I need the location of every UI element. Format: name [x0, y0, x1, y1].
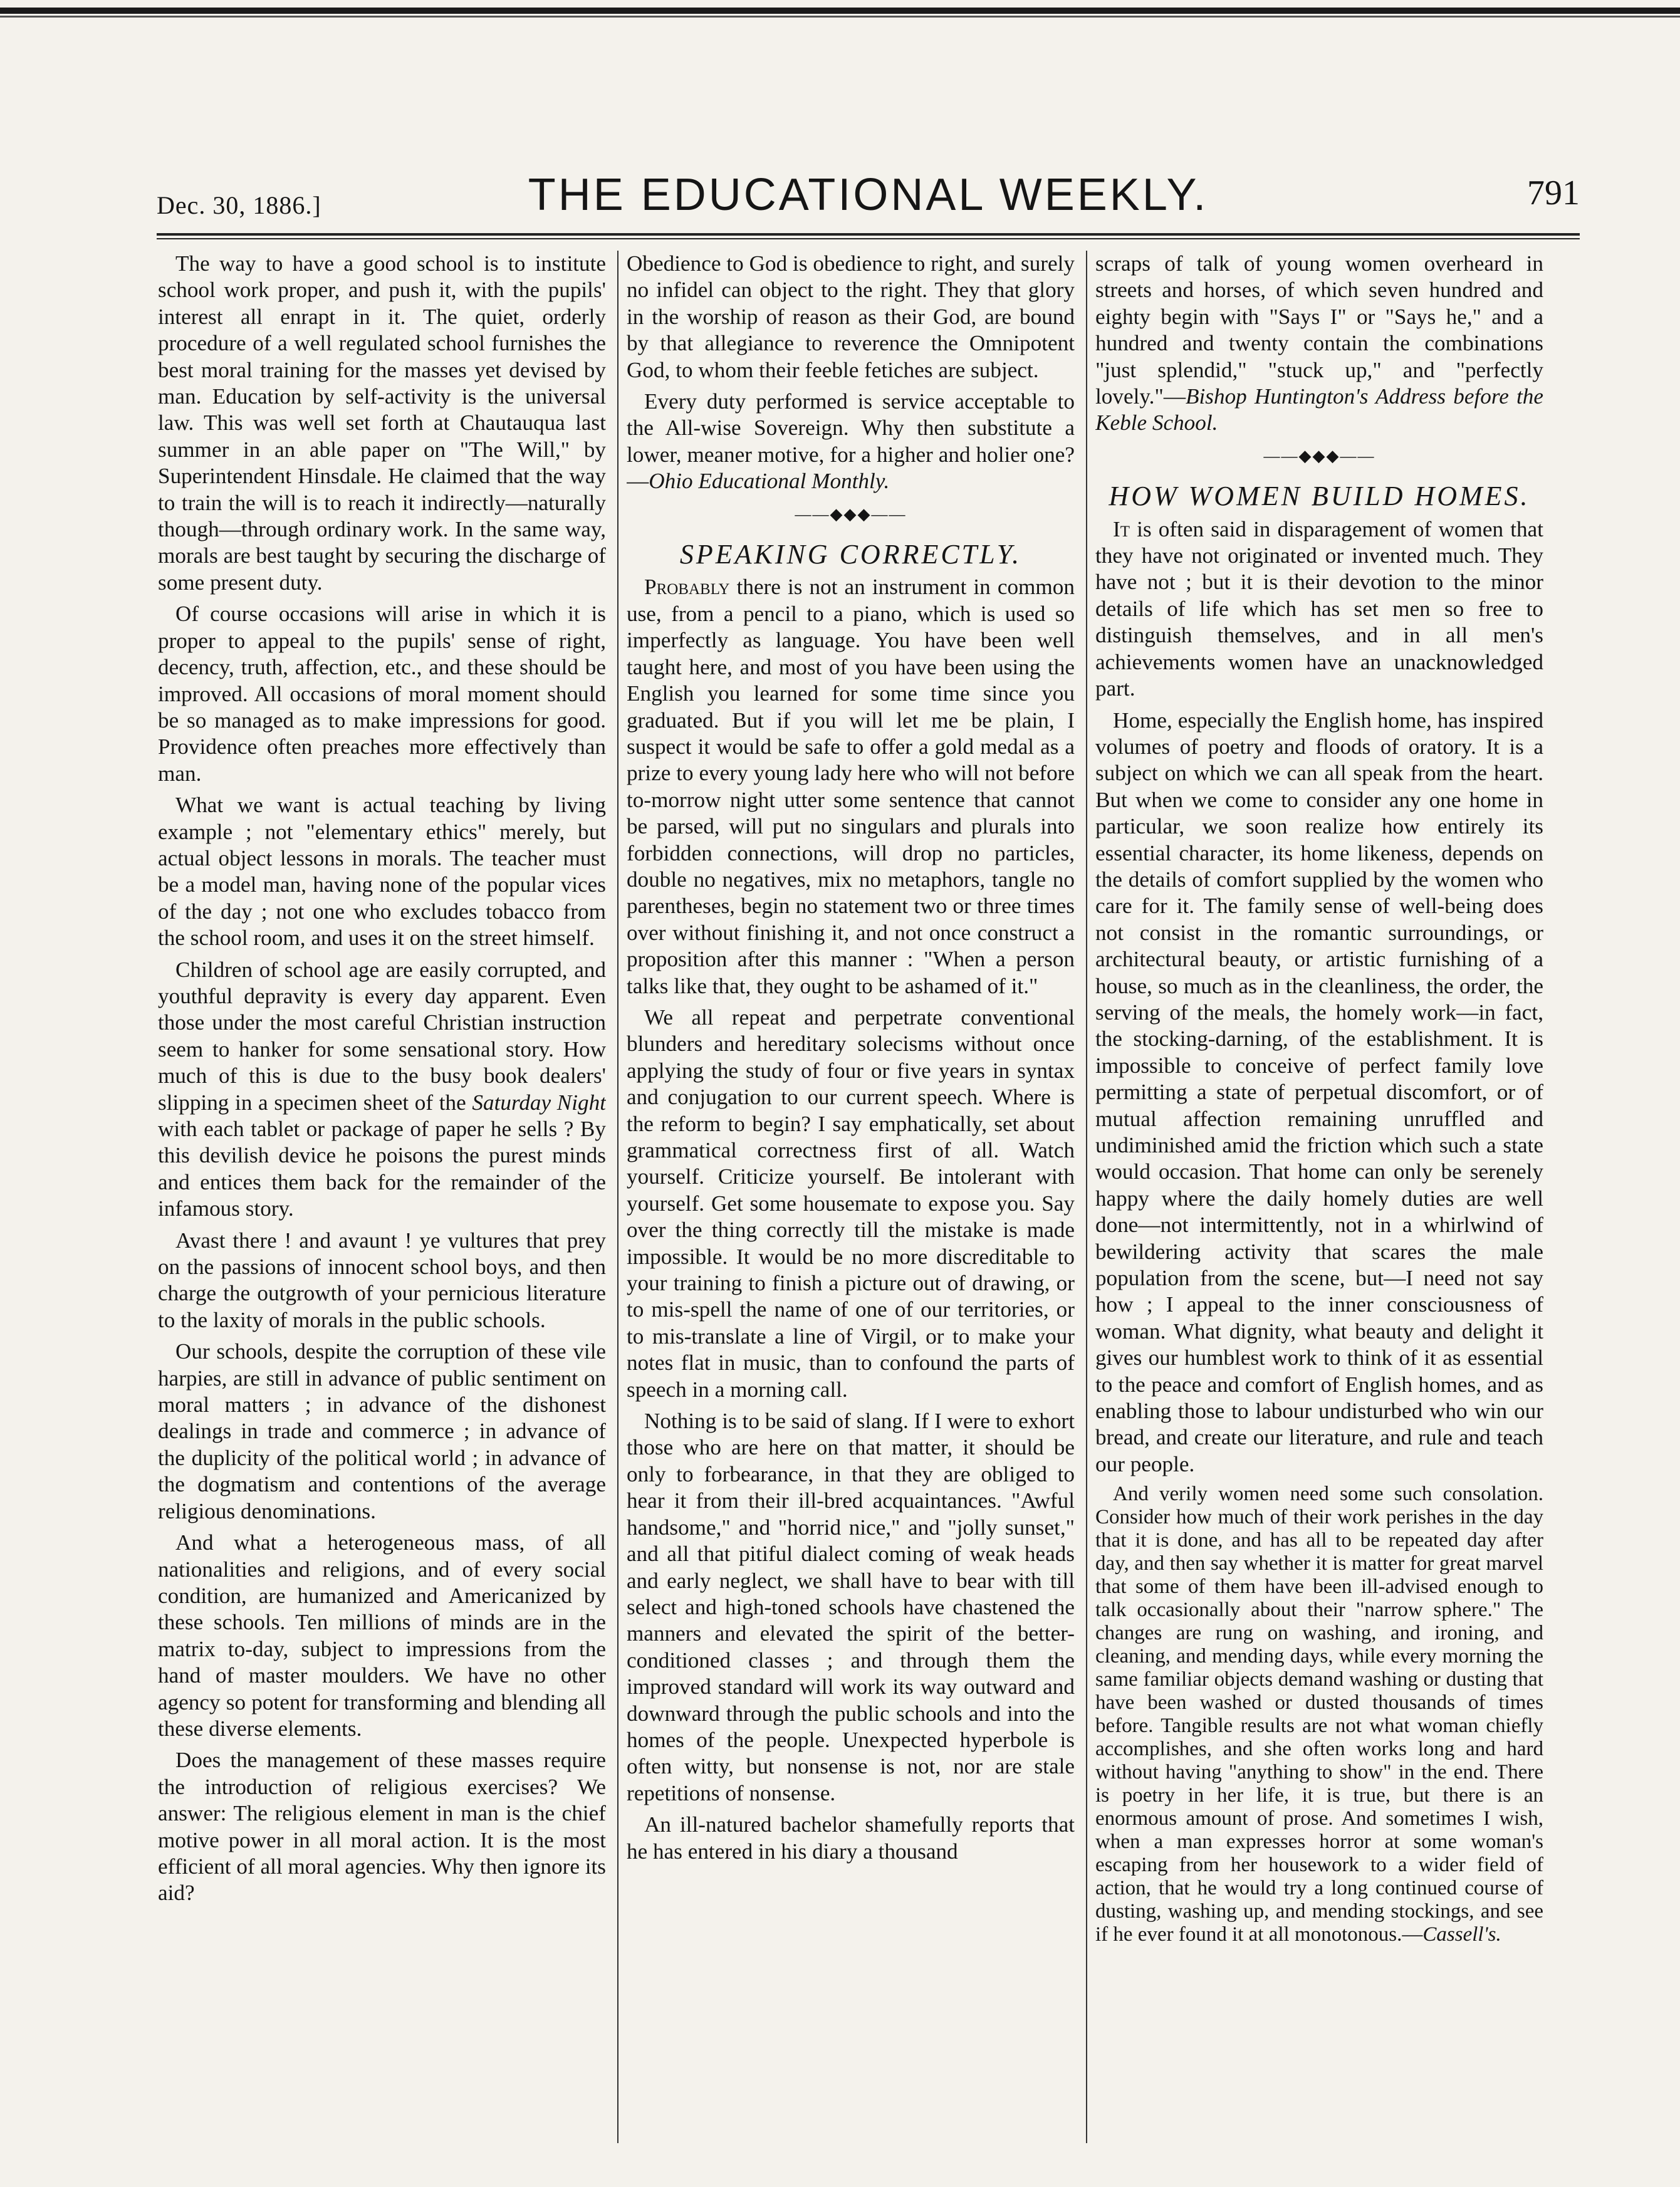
column-3	[1095, 251, 1543, 2149]
paragraph: And what a heterogeneous mass, of all nationalities and religions, and of every social condition, are humanized and Americanized by these schools. Ten millions of minds are in the matrix to-day, subject to impressions from the hand of master moulders. We have no other agency so potent for transforming and blending all these diverse elements.	[158, 1530, 606, 1741]
column-divider-2	[1086, 251, 1087, 2143]
header-rule	[157, 233, 1580, 239]
source-citation: Bishop Huntington's Address before the Keble School.	[1095, 384, 1543, 436]
paragraph: Does the management of these masses require the introduction of religious exercises? We answer: The religious element in man is the chief motive power in all moral action. It is the most efficient of all moral agencies. Why then ignore its aid?	[158, 1748, 606, 1906]
paragraph: An ill-natured bachelor shamefully reports that he has entered in his diary a thousand	[627, 1812, 1075, 1864]
lead-word: It	[1113, 516, 1130, 541]
text-run: scraps of talk of young women overheard in streets and horses, of which seven hundred and eighty begin with "Says I" or "Says he," and a hundred and twenty contain the combinations "just splendid," "stuck up," and "perfectly lovely."—	[1095, 251, 1543, 409]
source-citation: Cassell's.	[1422, 1923, 1501, 1946]
text-run: with each tablet or package of paper he sells ? By this devilish device he poisons the purest minds and entices them back for the remainder of the infamous story.	[158, 1117, 606, 1221]
paragraph	[1095, 516, 1543, 702]
text-run: Every duty performed is service acceptable to the All-wise Sovereign. Why then substitute a lower, meaner motive, for a higher and holier one?—	[627, 389, 1075, 494]
page-number: 791	[1527, 174, 1580, 212]
paragraph	[627, 574, 1075, 1000]
paragraph: Our schools, despite the corruption of these vile harpies, are still in advance of public sentiment on moral matters ; in advance of the dishonest dealings in trade and commerce ; in advance of the duplicity of the political world ; in advance of the dogmatism and contentions of the average religious denominations.	[158, 1339, 606, 1523]
paragraph	[158, 957, 606, 1223]
publication-title: THE EDUCATIONAL WEEKLY.	[528, 170, 1209, 220]
text-run: And verily women need some such consolation. Consider how much of their work perishes in the day that it is done, and has all to be repeated day after day, and then say whether it is matter for great marvel that some of them have been ill-advised enough to talk occasionally about their "narrow sphere." The changes are rung on washing, and ironing, and cleaning, and mending days, while every morning the same familiar objects demand washing or dusting that have been washed or dusted thousands of times before. Tangible results are not what woman chiefly accomplishes, and she often works long and hard without having "anything to show" in the end. There is poetry in her life, it is true, but there is an enormous amount of prose. And sometimes I wish, when a man expresses horror at some woman's escaping from her housework to a wider field of action, that he would try a long continued course of dusting, washing up, and mending stockings, and see if he ever found it at all monotonous.—	[1095, 1483, 1543, 1946]
italic-title: Saturday Night	[472, 1090, 606, 1115]
article-heading: SPEAKING CORRECTLY.	[679, 539, 1022, 570]
source-citation: Ohio Educational Monthly.	[649, 469, 890, 494]
column-2	[627, 251, 1075, 2149]
paragraph	[1095, 251, 1543, 437]
page-header	[157, 169, 1580, 219]
paragraph: What we want is actual teaching by living example ; not "elementary ethics" merely, but actual object lessons in morals. The teacher must be a model man, having none of the popular vices of the day ; not one who excludes tobacco from the school room, and uses it on the street himself.	[158, 793, 606, 951]
text-run: is often said in disparagement of women that they have not originated or invented much. They have not ; but it is their devotion to the minor details of life which has set men so free to distinguish themselves, and in all men's achievements women have an unacknowledged part.	[1095, 516, 1543, 701]
paragraph: Avast there ! and avaunt ! ye vultures that prey on the passions of innocent school boys, and then charge the outgrowth of your pernicious literature to the laxity of morals in the public schools.	[158, 1228, 606, 1332]
paragraph: Of course occasions will arise in which it is proper to appeal to the pupils' sense of right, decency, truth, affection, etc., and these should be improved. All occasions of moral moment should be so managed as to make impressions for good. Providence often preaches more effectively than man.	[158, 602, 606, 786]
paragraph: Obedience to God is obedience to right, and surely no infidel can object to the right. They that glory in the worship of reason as their God, are bound by that allegiance to reverence the Omnipotent God, to whom their feeble fetiches are subject.	[627, 251, 1075, 382]
article-heading: HOW WOMEN BUILD HOMES.	[1109, 481, 1530, 512]
section-ornament: ——◆◆◆——	[795, 504, 907, 523]
column-1	[158, 251, 606, 2149]
lead-word: Probably	[644, 575, 730, 600]
column-divider-1	[617, 251, 618, 2143]
top-border-rule	[0, 0, 1680, 25]
paragraph: Home, especially the English home, has inspired volumes of poetry and floods of oratory. It is a subject on which we can all speak from the heart. But when we come to consider any one home in particular, we soon realize how entirely its essential character, its home likeness, depends on the details of comfort supplied by the women who care for it. The family sense of well-being does not consist in the romantic surroundings, or architectural beauty, or artistic furnishing of a house, so much as in the cleanliness, the order, the serving of the meals, the homely work—in fact, the stocking-darning, of the establishment. It is impossible to conceive of perfect family love permitting a state of perpetual discomfort, or of mutual affection remaining unruffled and undiminished amid the friction which such a state would occasion. That home can only be serenely happy where the daily homely duties are well done—not intermittently, not in a whirlwind of bewildering activity that scares the male population from the scene, but—I need not say how ; I appeal to the inner consciousness of woman. What dignity, what beauty and delight it gives our humblest work to think of it as essential to the peace and comfort of English homes, and as enabling those to labour undisturbed who win our bread, and create our literature, and rule and teach our people.	[1095, 707, 1543, 1476]
text-run: Children of school age are easily corrupted, and youthful depravity is every day apparent. Even those under the most careful Christian instruction seem to hanker for some sensational story. How much of this is due to the busy book dealers' slipping in a specimen sheet of the	[158, 957, 606, 1115]
paragraph: We all repeat and perpetrate conventional blunders and hereditary solecisms without once applying the study of four or five years in syntax and conjugation to our current speech. Where is the reform to begin? I say emphatically, set about grammatical correctness first of all. Watch yourself. Criticize yourself. Be intolerant with yourself. Get some housemate to expose you. Say over the thing correctly till the mistake is made impossible. It would be no more discreditable to your training to finish a picture out of drawing, or to mis-spell the name of one of our territories, or to mis-translate a line of Virgil, or to make your notes flat in music, than to confound the parts of speech in a morning call.	[627, 1005, 1075, 1402]
paragraph: Nothing is to be said of slang. If I were to exhort those who are here on that matter, it should be only to forbearance, in that they are obliged to hear it from their ill-bred acquaintances. "Awful handsome," and "horrid nice," and "jolly sunset," and all that pitiful dialect coming of weak heads and early neglect, we shall have to bear with till select and high-toned schools have chastened the manners and elevated the spirit of the better-conditioned classes ; and through them the improved standard will work its way outward and downward through the public schools and into the homes of the people. Unexpected hyperbole is often witty, but nonsense is not, nor are stale repetitions of nonsense.	[627, 1409, 1075, 1805]
paragraph: The way to have a good school is to institute school work proper, and push it, with the pupils' interest all enrapt in it. The quiet, orderly procedure of a well regulated school furnishes the best moral training for the masses yet devised by man. Education by self-activity is the universal law. This was well set forth at Chautauqua last summer in an able paper on "The Will," by Superintendent Hinsdale. He claimed that the way to train the will is to reach it indirectly—naturally though—through ordinary work. In the same way, morals are best taught by securing the discharge of some present duty.	[158, 251, 606, 595]
section-ornament: ——◆◆◆——	[1263, 446, 1375, 465]
paragraph	[1095, 1483, 1543, 1946]
issue-date: Dec. 30, 1886.]	[157, 191, 321, 219]
paragraph	[627, 389, 1075, 495]
text-run: there is not an instrument in common use, from a pencil to a piano, which is used so imperfectly as language. You have been well taught here, and most of you have been using the English you learned for some time since you graduated. But if you will let me be plain, I suspect it would be safe to offer a gold medal as a prize to every young lady here who will not before to-morrow night utter some sentence that cannot be parsed, will put no singulars and plurals into forbidden connections, will drop no particles, double no negatives, mix no metaphors, tangle no parentheses, begin no statement two or three times over without finishing it, and not once construct a proposition after this manner : "When a person talks like that, they ought to be ashamed of it."	[627, 575, 1075, 998]
